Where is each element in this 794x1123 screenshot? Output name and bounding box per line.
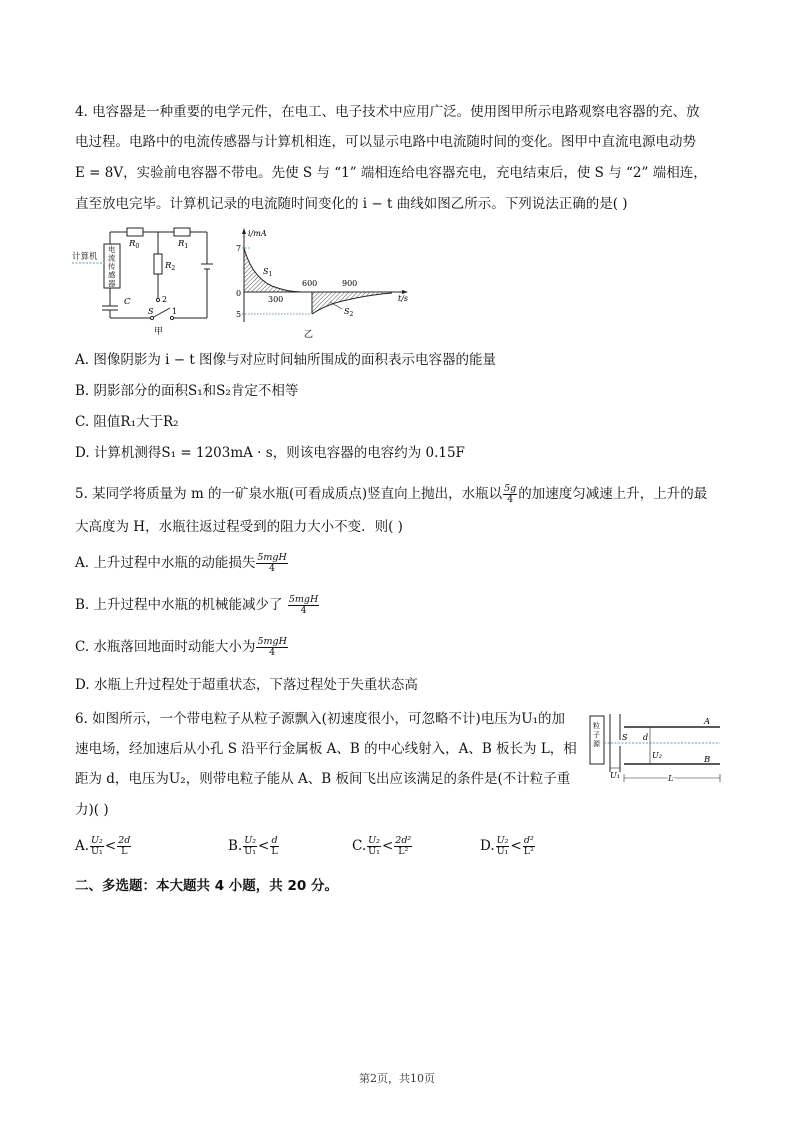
q6-line-3: 距为 d，电压为U₂，则带电粒子能从 A、B 板间飞出应该满足的条件是(不计粒子重 bbox=[75, 771, 571, 787]
q6-line-4: 力)( ) bbox=[75, 802, 109, 818]
r1-label: $R_1$ bbox=[178, 239, 189, 250]
page-footer: 第2页，共10页 bbox=[359, 1072, 435, 1085]
q4-line-3: E = 8V，实验前电容器不带电。先使 S 与 “1” 端相连给电容器充电，充电结束后，使 S 与 “2” 端相连， bbox=[75, 165, 707, 181]
q4-option-a: A. 图像阴影为 i − t 图像与对应时间轴所围成的面积表示电容器的能量 bbox=[75, 352, 497, 368]
q5-option-d: D. 水瓶上升过程处于超重状态，下落过程处于失重状态高 bbox=[75, 677, 418, 693]
length-l-label: L bbox=[668, 774, 674, 784]
switch-label: S bbox=[148, 307, 154, 316]
graph-origin: 0 bbox=[236, 289, 242, 298]
q5-line-1: 5. 某同学将质量为 m 的一矿泉水瓶(可看成质点)竖直向上抛出，水瓶以 $\frac{5g}{4}$ 的加速度匀减速上升，上升的最 bbox=[75, 483, 708, 505]
graph-s2: $S_2$ bbox=[344, 307, 354, 318]
terminal-2-label: 2 bbox=[162, 295, 168, 304]
q6-line-2: 速电场，经加速后从小孔 S 沿平行金属板 A、B 的中心线射入，A、B 板长为 L，相 bbox=[75, 741, 577, 757]
q4-option-c: C. 阻值R₁大于R₂ bbox=[75, 414, 179, 430]
current-time-graph bbox=[232, 222, 412, 344]
plate-b-label: B bbox=[704, 755, 711, 765]
graph-x300: 300 bbox=[268, 295, 284, 304]
q5-option-b: B. 上升过程中水瓶的机械能减少了 $\frac{\text{5mgH}}{4}$ bbox=[75, 594, 319, 616]
figure-yi-caption: 乙 bbox=[304, 330, 314, 340]
q5-option-c: C. 水瓶落回地面时动能大小为 $\frac{\text{5mgH}}{4}$ bbox=[75, 636, 287, 658]
q6-option-b: B. $\frac{\text{U₂}}{\text{U₁}}$ < $\frac{d}{L}$ bbox=[228, 835, 278, 857]
computer-label: 计算机 bbox=[72, 252, 98, 262]
terminal-1-label: 1 bbox=[172, 307, 178, 316]
graph-y5: 5 bbox=[236, 310, 242, 319]
r0-label: $R_0$ bbox=[129, 239, 140, 250]
graph-x900: 900 bbox=[342, 279, 358, 288]
section-2-heading: 二、多选题：本大题共 4 小题，共 20 分。 bbox=[75, 878, 338, 894]
voltage-u1-label: U₁ bbox=[610, 771, 620, 780]
q6-option-c: C. $\frac{\text{U₂}}{\text{U₁}}$ < $\frac{\text{2d²}}{\text{L²}}$ bbox=[352, 835, 412, 857]
plate-a-label: A bbox=[704, 717, 711, 727]
q4-line-2: 电过程。电路中的电流传感器与计算机相连，可以显示电路中电流随时间的变化。图甲中直流电源电动势 bbox=[75, 134, 696, 150]
circuit-diagram bbox=[72, 220, 217, 342]
q4-line-1: 4. 电容器是一种重要的电学元件，在电工、电子技术中应用广泛。使用图甲所示电路观察电容器的充、放 bbox=[75, 104, 700, 120]
q6-line-1: 6. 如图所示，一个带电粒子从粒子源飘入(初速度很小，可忽略不计)电压为U₁的加 bbox=[75, 711, 565, 727]
q4-option-d: D. 计算机测得S₁ = 1203mA · s，则该电容器的电容约为 0.15F bbox=[75, 445, 465, 461]
q5-line-2: 大高度为 H，水瓶往返过程受到的阻力大小不变．则( ) bbox=[75, 519, 403, 535]
graph-ylabel: i/mA bbox=[248, 229, 267, 238]
q5-option-a: A. 上升过程中水瓶的动能损失 $\frac{\text{5mgH}}{4}$ bbox=[75, 552, 287, 574]
hole-s-label: S bbox=[622, 733, 628, 742]
q6-option-a: A. $\frac{\text{U₂}}{\text{U₁}}$ < $\frac{2d}{L}$ bbox=[75, 835, 131, 857]
q4-line-4: 直至放电完毕。计算机记录的电流随时间变化的 i − t 曲线如图乙所示。下列说法正确的是( ) bbox=[75, 196, 628, 212]
q4-option-b: B. 阴影部分的面积S₁和S₂肯定不相等 bbox=[75, 383, 299, 399]
graph-s1: $S_1$ bbox=[263, 267, 273, 278]
capacitor-label: C bbox=[124, 297, 131, 307]
graph-xlabel: t/s bbox=[398, 294, 409, 303]
r2-label: $R_2$ bbox=[165, 261, 176, 272]
graph-x600: 600 bbox=[302, 279, 318, 288]
voltage-u2-label: U₂ bbox=[652, 751, 662, 760]
sensor-label: 电流传感器 bbox=[108, 245, 116, 288]
q6-option-d: D. $\frac{\text{U₂}}{\text{U₁}}$ < $\frac{\text{d²}}{\text{L²}}$ bbox=[480, 835, 534, 857]
distance-d-label: d bbox=[643, 733, 649, 742]
accelerator-diagram bbox=[588, 712, 728, 788]
q5-acceleration-fraction: $\frac{5g}{4}$ bbox=[504, 483, 517, 505]
graph-y7: 7 bbox=[236, 244, 242, 253]
figure-jia-caption: 甲 bbox=[154, 327, 164, 337]
particle-source-label: 粒子源 bbox=[593, 722, 600, 748]
